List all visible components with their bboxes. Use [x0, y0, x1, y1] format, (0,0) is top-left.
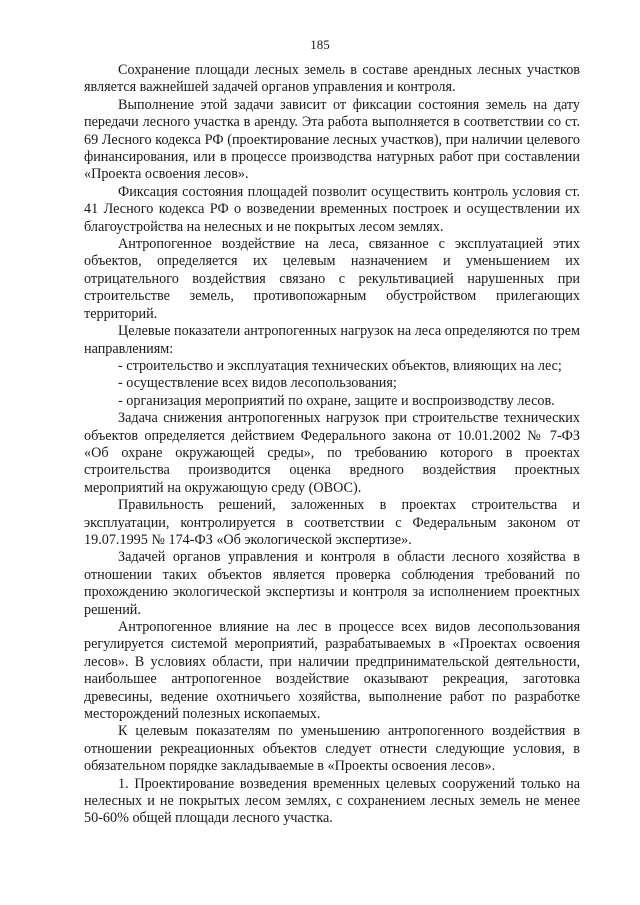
paragraph: Задачей органов управления и контроля в области лесного хозяйства в отношении таких объектов является проверка соблюдения требований по прохождению экологической экспертизы и контроля за исполнением проектных решений.	[84, 549, 580, 618]
body-text	[84, 62, 580, 828]
paragraph: Фиксация состояния площадей позволит осуществить контроль условия ст. 41 Лесного кодекса РФ о возведении временных построек и осуществлении их благоустройства на нелесных и не покрытых лесом землях.	[84, 183, 580, 235]
paragraph: Сохранение площади лесных земель в составе арендных лесных участков является важнейшей задачей органов управления и контроля.	[84, 62, 580, 96]
paragraph: Правильность решений, заложенных в проектах строительства и эксплуатации, контролируется в соответствии с Федеральным законом от 19.07.1995 № 174-ФЗ «Об экологической экспертизе».	[84, 497, 580, 548]
list-item: - строительство и эксплуатация технических объектов, влияющих на лес;	[118, 357, 562, 374]
list-item: - организация мероприятий по охране, защите и воспроизводству лесов.	[118, 392, 555, 409]
paragraph: Антропогенное воздействие на леса, связанное с эксплуатацией этих объектов, определяется их целевым назначением и уменьшением их отрицательного воздействия связано с рекультивацией нарушенных при строительстве земель, противопожарным обустройством прилегающих территорий.	[84, 236, 580, 322]
list-item: - осуществление всех видов лесопользования;	[118, 375, 397, 392]
paragraph: 1. Проектирование возведения временных целевых сооружений только на нелесных и не покрытых лесом землях, с сохранением лесных земель не менее 50-60% общей площади лесного участка.	[84, 775, 580, 827]
paragraph: Задача снижения антропогенных нагрузок при строительстве технических объектов определяется действием Федерального закона от 10.01.2002 № 7-ФЗ «Об охране окружающей среды», по требованию которого в проектах строительства производится оценка вредного воздействия проектных мероприятий на окружающую среду (ОВОС).	[84, 410, 580, 496]
page-number: 185	[310, 37, 330, 52]
paragraph: Антропогенное влияние на лес в процессе всех видов лесопользования регулируется системой мероприятий, разрабатываемых в «Проектах освоения лесов». В условиях области, при наличии предпринимательской деятельности, наибольшее антропогенное воздействие оказывают рекреация, заготовка древесины, ведение охотничьего хозяйства, выполнение работ по разработке месторождений полезных ископаемых.	[84, 619, 580, 723]
paragraph: Целевые показатели антропогенных нагрузок на леса определяются по трем направлениям:	[84, 323, 580, 357]
paragraph: Выполнение этой задачи зависит от фиксации состояния земель на дату передачи лесного участка в аренду. Эта работа выполняется в соответствии со ст. 69 Лесного кодекса РФ (проектирование лесных участков), при наличии целевого финансирования, или в процессе производства натурных работ при составлении «Проекта освоения лесов».	[84, 96, 580, 183]
paragraph: К целевым показателям по уменьшению антропогенного воздействия в отношении рекреационных объектов следует отнести следующие условия, в обязательном порядке закладываемые в «Проекты освоения лесов».	[84, 723, 580, 775]
